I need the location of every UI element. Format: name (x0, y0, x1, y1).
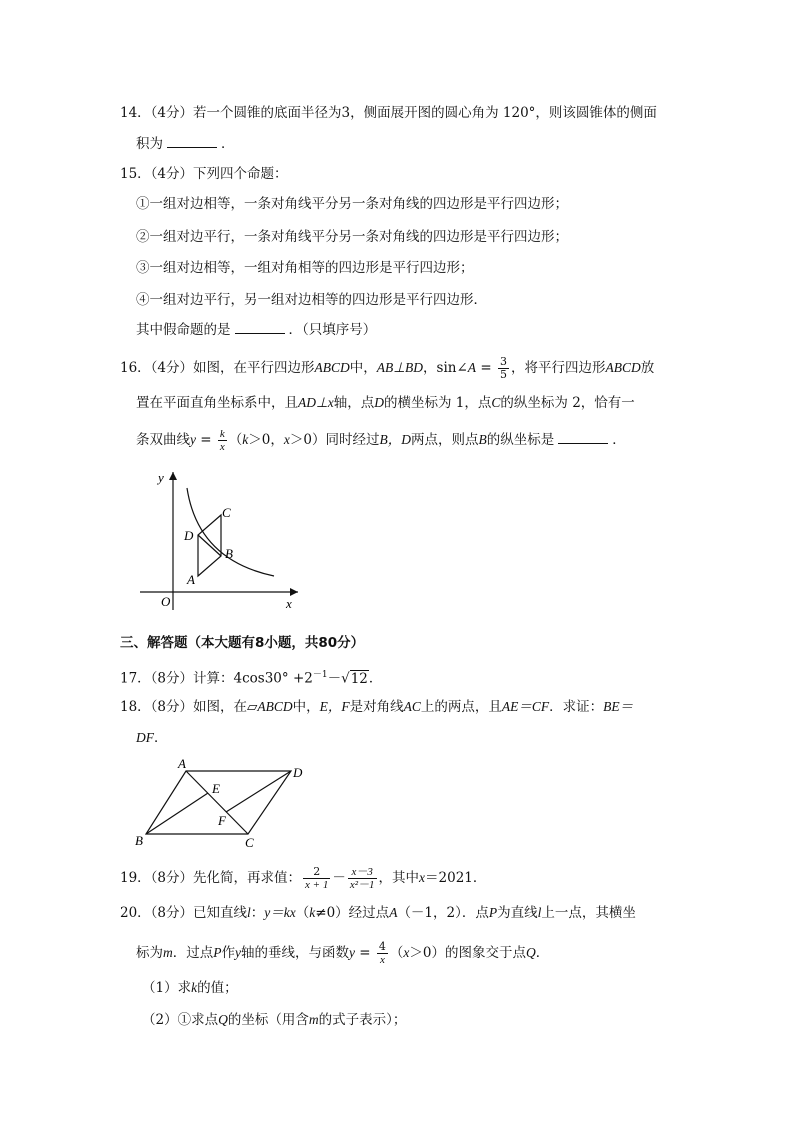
fraction-k-x: $\frac{k}{x}$ (219, 428, 225, 453)
q20-part2: （2）①求点Q的坐标（用含m的式子表示）； (142, 1012, 407, 1028)
hyperbola-curve (187, 488, 274, 576)
q20-part1: （1）求k的值； (142, 980, 238, 996)
segment-fd (226, 771, 291, 812)
figure-hyperbola-parallelogram (130, 460, 310, 615)
diagonal-bd (198, 535, 221, 556)
point-d-label: D (184, 528, 194, 543)
answer-blank (167, 134, 217, 148)
q14-line1: 14．（4分）若一个圆锥的底面半径为3，侧面展开图的圆心角为 120°，则该圆锥体的侧面 (120, 105, 657, 121)
fraction-x-minus-3: $\frac{x-3}{\text{x²－1}}$ (349, 866, 375, 891)
q18-line1: 18．（8分）如图，在▱ABCD中，E，F是对角线AC上的两点，且AE＝CF．求证：BE＝ (120, 699, 634, 715)
x-axis-label: x (286, 596, 292, 611)
q15-item-1: ①一组对边相等，一条对角线平分另一条对角线的四边形是平行四边形； (136, 196, 568, 212)
point-e-label: E (212, 781, 220, 796)
origin-label: O (161, 594, 171, 609)
point-a-label: A (187, 572, 195, 587)
answer-blank (558, 430, 608, 444)
q19: 19．（8分）先化简，再求值： $\frac{2}{x + 1}$ － $\frac{x-3}{\text{x²－1}}$ ，其中x＝2021． (120, 865, 487, 891)
point-b-label: B (135, 833, 143, 848)
q16-line1: 16．（4分）如图，在平行四边形ABCD中，AB⊥BD，sin∠A = $\frac{3}{5}$ ，将平行四边形ABCD放 (120, 355, 655, 381)
q16-line3: 条双曲线y = $\frac{k}{x}$ （k＞0，x＞0）同时经过B，D两点，则点B的纵坐标是 ． (136, 428, 626, 453)
segment-be (146, 793, 208, 834)
q18-line2: DF． (136, 730, 168, 746)
q15-item-4: ④一组对边平行，另一组对边相等的四边形是平行四边形． (136, 292, 487, 308)
q20-line1: 20．（8分）已知直线l：y＝kx（k≠0）经过点A（－1，2）．点P为直线l上一点，其横坐 (120, 905, 636, 921)
fraction-3-5: $\frac{3}{5}$ (499, 355, 507, 381)
point-f-label: F (218, 813, 226, 828)
point-d-label: D (293, 765, 303, 780)
q16-line2: 置在平面直角坐标系中，且AD⊥x轴，点D的横坐标为 1，点C的纵坐标为 2，恰有一 (136, 395, 635, 411)
q15-item-3: ③一组对边相等，一组对角相等的四边形是平行四边形； (136, 260, 474, 276)
figure-parallelogram-ef (130, 755, 320, 850)
fraction-2-over-x-plus-1: $\frac{2}{x + 1}$ (305, 865, 329, 891)
q20-line2: 标为m．过点P作y轴的垂线，与函数y = $\frac{4}{x}$ （x＞0）的图象交于点Q． (136, 940, 550, 966)
point-c-label: C (245, 835, 254, 850)
q14-line2: 积为 ． (136, 136, 235, 152)
q15-tail: 其中假命题的是 ．（只填序号） (136, 322, 377, 338)
y-axis-arrow (169, 472, 177, 480)
point-a-label: A (178, 756, 186, 771)
section-three-heading: 三、解答题（本大题有8小题，共80分） (120, 635, 365, 651)
point-c-label: C (222, 505, 231, 520)
answer-blank (235, 320, 285, 334)
fraction-4-over-x: $\frac{4}{x}$ (378, 940, 386, 966)
q15-head: 15．（4分）下列四个命题： (120, 166, 288, 182)
point-b-label: B (225, 546, 233, 561)
x-axis-arrow (290, 588, 298, 596)
q15-item-2: ②一组对边平行，一条对角线平分另一条对角线的四边形是平行四边形； (136, 229, 568, 245)
y-axis-label: y (158, 470, 164, 485)
q17: 17．（8分）计算：$4\cos 30^\circ +2^{-1}-√12$． (120, 670, 383, 687)
